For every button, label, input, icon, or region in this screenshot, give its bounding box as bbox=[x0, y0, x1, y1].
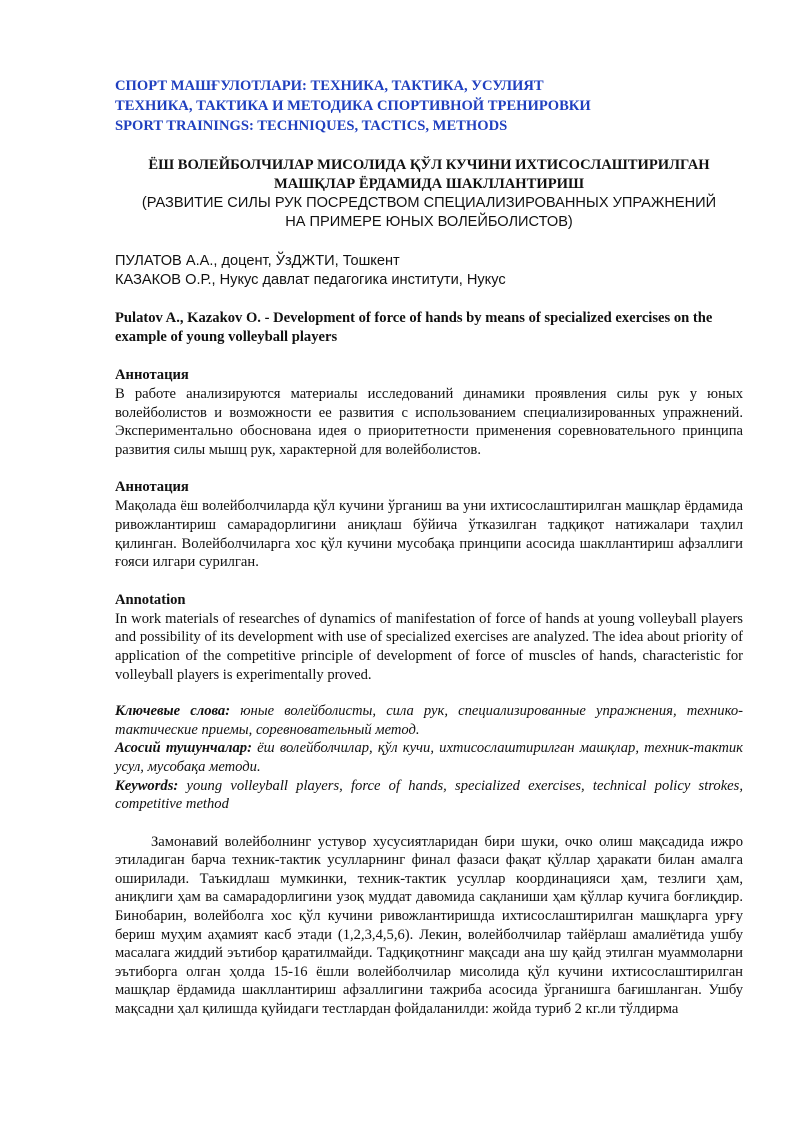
section-header-uz: СПОРТ МАШҒУЛОТЛАРИ: ТЕХНИКА, ТАКТИКА, УСУЛИЯТ bbox=[115, 78, 544, 94]
keywords-uz bbox=[115, 739, 743, 776]
abstract-text: Мақолада ёш волейболчиларда қўл кучини ўрганиш ва уни ихтисослаштирилган машқлар ёрдамида ривожлантириш самарадорлигини аниқлаш бўйича ўтказилган тадқиқот натижалари таҳлил қилинган. Волейболчиларга хос қўл кучини мусобақа принципи асосида шакллантириш афзаллиги ғояси илгари сурилган. bbox=[115, 498, 743, 571]
english-title: Pulatov A., Kazakov O. - Development of force of hands by means of specialized exercises on the example of young volleyball players bbox=[115, 310, 713, 345]
keywords-en-text: young volleyball players, force of hands, specialized exercises, technical policy strokes, competitive method bbox=[115, 777, 743, 813]
keywords-en-label: Keywords: bbox=[115, 777, 179, 794]
abstract-uz bbox=[115, 478, 743, 571]
abstract-text: In work materials of researches of dynamics of manifestation of force of hands at young volleyball players and possibility of its development with use of specialized exercises are analyzed. The idea about priority of application of the competitive principle of development of force of muscles of hands, characteristic for volleyball players is experimentally proved. bbox=[115, 610, 743, 683]
title-uz-line2: МАШҚЛАР ЁРДАМИДА ШАКЛЛАНТИРИШ bbox=[273, 176, 585, 192]
body-paragraph: Замонавий волейболнинг устувор хусусиятларидан бири шуки, очко олиш мақсадида ижро этиладиган барча техник-тактик усулларнинг финал фазаси фақат қўллар ҳаракати билан амалга оширилади. Таъкидлаш мумкинки, техник-тактик усуллар координацияси ҳам, тезлиги ҳам, аниқлиги ҳам ва самарадорлигини узоқ муддат давомида сақланиши ҳам қўллар кучига боғлиқдир. Бинобарин, волейболга хос қўл кучини ривожлантиришда ихтисослаштирилган машқларга урғу бериш муҳим аҳамият касб этади (1,2,3,4,5,6). Лекин, волейболчилар тайёрлаш амалиётида ушбу масалага жиддий эътибор қаратилмайди. Тадқиқотнинг мақсади ана шу қайд этилган муаммоларни эътиборга олган ҳолда 15-16 ёшли волейболчилар мисолида қўл кучини ихтисослаштирилган машқлар ёрдамида шакллантириш афзаллигини тажриба асосида ўрганишга бағишланган. Ушбу мақсадни ҳал қилишда қуйидаги тестлардан фойдаланилди: жойда туриб 2 кг.ли тўлдирма bbox=[115, 833, 743, 1018]
section-header-en: SPORT TRAININGS: TECHNIQUES, TACTICS, METHODS bbox=[115, 118, 508, 134]
keywords-ru-text: юные волейболисты, сила рук, специализированные упражнения, технико-тактические приемы, соревновательный метод. bbox=[115, 703, 743, 738]
title-ru-line1: (РАЗВИТИЕ СИЛЫ РУК ПОСРЕДСТВОМ СПЕЦИАЛИЗИРОВАННЫХ УПРАЖНЕНИЙ bbox=[141, 195, 717, 211]
title-uz-line1: ЁШ ВОЛЕЙБОЛЧИЛАР МИСОЛИДА ҚЎЛ КУЧИНИ ИХТИСОСЛАШТИРИЛГАН bbox=[148, 157, 710, 173]
abstract-en bbox=[115, 591, 743, 684]
keywords-uz-label: Асосий тушунчалар: bbox=[115, 740, 252, 757]
section-header bbox=[115, 76, 743, 136]
abstract-heading: Аннотация bbox=[115, 367, 189, 383]
keywords-uz-text: ёш волейболчилар, қўл кучи, ихтисослаштирилган машқлар, техник-тактик усул, мусобақа методи. bbox=[115, 740, 743, 775]
title-ru-line2: НА ПРИМЕРЕ ЮНЫХ ВОЛЕЙБОЛИСТОВ) bbox=[285, 214, 573, 230]
section-header-ru: ТЕХНИКА, ТАКТИКА И МЕТОДИКА СПОРТИВНОЙ ТРЕНИРОВКИ bbox=[115, 98, 591, 114]
article-title bbox=[115, 156, 743, 232]
keywords-ru-label: Ключевые слова: bbox=[115, 703, 231, 720]
author-1: ПУЛАТОВ А.А., доцент, ЎзДЖТИ, Тошкент bbox=[115, 253, 400, 269]
abstract-heading: Annotation bbox=[115, 591, 186, 608]
author-2: КАЗАКОВ О.Р., Нукус давлат педагогика институти, Нукус bbox=[115, 272, 506, 288]
abstract-heading: Аннотация bbox=[115, 479, 189, 496]
document-page bbox=[115, 76, 743, 1019]
abstract-text: В работе анализируются материалы исследований динамики проявления силы рук у юных волейболистов и возможности ее развития с использованием специализированных упражнений. Экспериментально обоснована идея о приоритетности применения соревновательного принципа развития силы мышц рук, характерной для волейболистов. bbox=[115, 386, 743, 458]
keywords-ru bbox=[115, 702, 743, 739]
abstract-ru bbox=[115, 366, 743, 459]
authors bbox=[115, 252, 743, 290]
keywords-en bbox=[115, 777, 743, 814]
keywords-block bbox=[115, 702, 743, 814]
